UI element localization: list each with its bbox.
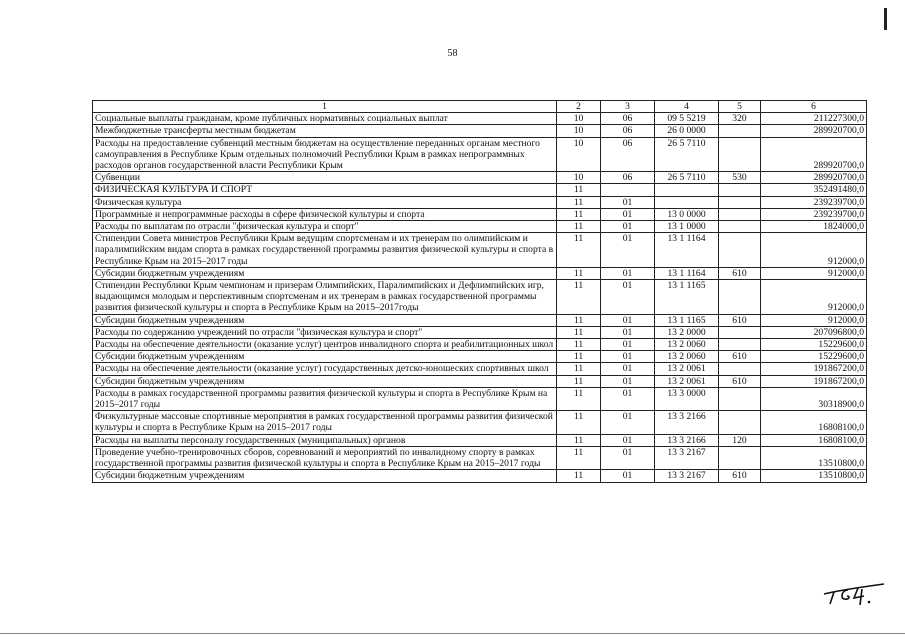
row-name-cell: Программные и непрограммные расходы в сфере физической культуры и спорта bbox=[93, 208, 557, 220]
header-cell: 2 bbox=[557, 101, 601, 113]
row-name-cell: Расходы на обеспечение деятельности (оказание услуг) центров инвалидного спорта и реабилитационных школ bbox=[93, 339, 557, 351]
row-section-cell: 11 bbox=[557, 434, 601, 446]
table-row bbox=[93, 375, 867, 387]
row-type-cell bbox=[719, 326, 761, 338]
row-subsection-cell: 01 bbox=[601, 351, 655, 363]
row-subsection-cell: 01 bbox=[601, 208, 655, 220]
row-section-cell: 11 bbox=[557, 280, 601, 315]
scan-bottom-edge bbox=[0, 633, 905, 634]
row-target-cell: 13 1 0000 bbox=[655, 221, 719, 233]
row-target-cell: 13 3 2166 bbox=[655, 434, 719, 446]
row-subsection-cell: 06 bbox=[601, 125, 655, 137]
row-subsection-cell: 01 bbox=[601, 196, 655, 208]
row-amount-cell: 207096800,0 bbox=[761, 326, 867, 338]
row-section-cell: 11 bbox=[557, 363, 601, 375]
row-target-cell: 13 1 1165 bbox=[655, 280, 719, 315]
row-amount-cell: 912000,0 bbox=[761, 314, 867, 326]
row-target-cell bbox=[655, 184, 719, 196]
row-name-cell: Расходы на обеспечение деятельности (оказание услуг) государственных детско-юношеских спортивных школ bbox=[93, 363, 557, 375]
table-row bbox=[93, 280, 867, 315]
row-section-cell: 10 bbox=[557, 137, 601, 172]
table-row bbox=[93, 411, 867, 434]
row-section-cell: 11 bbox=[557, 411, 601, 434]
row-amount-cell: 912000,0 bbox=[761, 280, 867, 315]
row-name-cell: Физическая культура bbox=[93, 196, 557, 208]
row-type-cell: 610 bbox=[719, 314, 761, 326]
row-amount-cell: 16808100,0 bbox=[761, 434, 867, 446]
row-target-cell: 13 2 0000 bbox=[655, 326, 719, 338]
row-subsection-cell: 01 bbox=[601, 339, 655, 351]
row-subsection-cell: 01 bbox=[601, 470, 655, 482]
row-target-cell: 13 3 2166 bbox=[655, 411, 719, 434]
row-amount-cell: 30318900,0 bbox=[761, 387, 867, 410]
row-type-cell bbox=[719, 233, 761, 268]
page-number: 58 bbox=[447, 48, 458, 59]
row-section-cell: 11 bbox=[557, 446, 601, 469]
row-type-cell bbox=[719, 125, 761, 137]
row-name-cell: ФИЗИЧЕСКАЯ КУЛЬТУРА И СПОРТ bbox=[93, 184, 557, 196]
row-section-cell: 10 bbox=[557, 172, 601, 184]
row-amount-cell: 211227300,0 bbox=[761, 113, 867, 125]
row-name-cell: Расходы по выплатам по отрасли "физическая культура и спорт" bbox=[93, 221, 557, 233]
row-subsection-cell: 06 bbox=[601, 113, 655, 125]
row-amount-cell: 16808100,0 bbox=[761, 411, 867, 434]
row-type-cell: 610 bbox=[719, 267, 761, 279]
row-target-cell: 13 1 1165 bbox=[655, 314, 719, 326]
row-amount-cell: 289920700,0 bbox=[761, 172, 867, 184]
row-type-cell bbox=[719, 446, 761, 469]
row-type-cell bbox=[719, 137, 761, 172]
row-amount-cell: 1824000,0 bbox=[761, 221, 867, 233]
row-type-cell bbox=[719, 184, 761, 196]
row-name-cell: Физкультурные массовые спортивные мероприятия в рамках государственной программы развития физической культуры и спорта в Республике Крым на 2015–2017 годы bbox=[93, 411, 557, 434]
row-target-cell: 13 1 1164 bbox=[655, 267, 719, 279]
table-row bbox=[93, 208, 867, 220]
row-name-cell: Субвенции bbox=[93, 172, 557, 184]
row-target-cell: 13 2 0060 bbox=[655, 339, 719, 351]
row-name-cell: Субсидии бюджетным учреждениям bbox=[93, 314, 557, 326]
row-subsection-cell: 06 bbox=[601, 137, 655, 172]
row-subsection-cell: 01 bbox=[601, 233, 655, 268]
row-target-cell: 26 0 0000 bbox=[655, 125, 719, 137]
row-section-cell: 11 bbox=[557, 351, 601, 363]
row-section-cell: 11 bbox=[557, 326, 601, 338]
row-type-cell bbox=[719, 339, 761, 351]
row-section-cell: 11 bbox=[557, 208, 601, 220]
row-amount-cell: 352491480,0 bbox=[761, 184, 867, 196]
header-cell: 4 bbox=[655, 101, 719, 113]
row-type-cell bbox=[719, 196, 761, 208]
row-type-cell: 530 bbox=[719, 172, 761, 184]
row-subsection-cell: 01 bbox=[601, 434, 655, 446]
row-type-cell: 610 bbox=[719, 375, 761, 387]
row-name-cell: Субсидии бюджетным учреждениям bbox=[93, 470, 557, 482]
row-name-cell: Расходы на предоставление субвенций местным бюджетам на осуществление переданных органам местного самоуправления в Республике Крым отдельных полномочий Республики Крым в рамках непрограммных расходов органов государственной власти Республики Крым bbox=[93, 137, 557, 172]
row-name-cell: Стипендии Совета министров Республики Крым ведущим спортсменам и их тренерам по олимпийским и паралимпийским видам спорта в рамках государственной программы развития физической культуры и спорта в Республике Крым на 2015–2017 годы bbox=[93, 233, 557, 268]
row-section-cell: 11 bbox=[557, 196, 601, 208]
table-row bbox=[93, 113, 867, 125]
row-name-cell: Субсидии бюджетным учреждениям bbox=[93, 375, 557, 387]
table-row bbox=[93, 351, 867, 363]
row-type-cell: 610 bbox=[719, 351, 761, 363]
table-row bbox=[93, 221, 867, 233]
row-amount-cell: 289920700,0 bbox=[761, 125, 867, 137]
table-row bbox=[93, 233, 867, 268]
row-amount-cell: 15229600,0 bbox=[761, 339, 867, 351]
row-target-cell: 13 1 1164 bbox=[655, 233, 719, 268]
row-target-cell: 13 2 0061 bbox=[655, 375, 719, 387]
row-subsection-cell: 01 bbox=[601, 280, 655, 315]
table-header-row bbox=[93, 101, 867, 113]
scan-edge-mark bbox=[884, 8, 887, 30]
row-name-cell: Проведение учебно-тренировочных сборов, соревнований и мероприятий по инвалидному спорту в рамках государственной программы развития физической культуры и спорта в Республике Крым на 2015–2017 годы bbox=[93, 446, 557, 469]
table-row bbox=[93, 446, 867, 469]
row-subsection-cell: 06 bbox=[601, 172, 655, 184]
row-section-cell: 11 bbox=[557, 267, 601, 279]
row-name-cell: Расходы в рамках государственной программы развития физической культуры и спорта в Республике Крым на 2015–2017 годы bbox=[93, 387, 557, 410]
row-subsection-cell: 01 bbox=[601, 446, 655, 469]
row-amount-cell: 239239700,0 bbox=[761, 196, 867, 208]
row-subsection-cell: 01 bbox=[601, 411, 655, 434]
row-name-cell: Социальные выплаты гражданам, кроме публичных нормативных социальных выплат bbox=[93, 113, 557, 125]
header-cell: 6 bbox=[761, 101, 867, 113]
row-type-cell: 120 bbox=[719, 434, 761, 446]
row-target-cell: 26 5 7110 bbox=[655, 137, 719, 172]
header-cell: 3 bbox=[601, 101, 655, 113]
row-target-cell: 13 2 0061 bbox=[655, 363, 719, 375]
row-target-cell: 13 3 0000 bbox=[655, 387, 719, 410]
row-section-cell: 11 bbox=[557, 184, 601, 196]
row-subsection-cell: 01 bbox=[601, 326, 655, 338]
row-type-cell bbox=[719, 387, 761, 410]
row-section-cell: 11 bbox=[557, 221, 601, 233]
table-row bbox=[93, 339, 867, 351]
row-amount-cell: 15229600,0 bbox=[761, 351, 867, 363]
row-amount-cell: 13510800,0 bbox=[761, 470, 867, 482]
table-row bbox=[93, 172, 867, 184]
row-amount-cell: 13510800,0 bbox=[761, 446, 867, 469]
row-section-cell: 10 bbox=[557, 113, 601, 125]
row-subsection-cell: 01 bbox=[601, 387, 655, 410]
row-type-cell: 320 bbox=[719, 113, 761, 125]
row-amount-cell: 191867200,0 bbox=[761, 363, 867, 375]
row-target-cell: 13 0 0000 bbox=[655, 208, 719, 220]
row-amount-cell: 289920700,0 bbox=[761, 137, 867, 172]
row-type-cell bbox=[719, 221, 761, 233]
row-type-cell bbox=[719, 208, 761, 220]
row-target-cell bbox=[655, 196, 719, 208]
row-type-cell bbox=[719, 411, 761, 434]
row-section-cell: 11 bbox=[557, 233, 601, 268]
row-name-cell: Субсидии бюджетным учреждениям bbox=[93, 267, 557, 279]
table-row bbox=[93, 387, 867, 410]
table-row bbox=[93, 326, 867, 338]
row-type-cell: 610 bbox=[719, 470, 761, 482]
row-target-cell: 13 2 0060 bbox=[655, 351, 719, 363]
table-row bbox=[93, 363, 867, 375]
row-section-cell: 11 bbox=[557, 470, 601, 482]
row-name-cell: Межбюджетные трансферты местным бюджетам bbox=[93, 125, 557, 137]
header-cell: 1 bbox=[93, 101, 557, 113]
row-name-cell: Субсидии бюджетным учреждениям bbox=[93, 351, 557, 363]
row-target-cell: 13 3 2167 bbox=[655, 446, 719, 469]
row-section-cell: 11 bbox=[557, 314, 601, 326]
row-amount-cell: 191867200,0 bbox=[761, 375, 867, 387]
row-name-cell: Стипендии Республики Крым чемпионам и призерам Олимпийских, Паралимпийских и Дефлимпийских игр, выдающимся молодым и перспективным спортсменам и их тренерам в рамках государственной программы развития физической культуры и спорта в Республике Крым на 2015–2017годы bbox=[93, 280, 557, 315]
table-row bbox=[93, 137, 867, 172]
table-row bbox=[93, 470, 867, 482]
row-target-cell: 13 3 2167 bbox=[655, 470, 719, 482]
row-subsection-cell: 01 bbox=[601, 314, 655, 326]
header-cell: 5 bbox=[719, 101, 761, 113]
row-subsection-cell: 01 bbox=[601, 363, 655, 375]
row-subsection-cell: 01 bbox=[601, 375, 655, 387]
row-type-cell bbox=[719, 280, 761, 315]
row-target-cell: 26 5 7110 bbox=[655, 172, 719, 184]
row-section-cell: 11 bbox=[557, 387, 601, 410]
row-section-cell: 11 bbox=[557, 375, 601, 387]
row-subsection-cell: 01 bbox=[601, 221, 655, 233]
row-section-cell: 11 bbox=[557, 339, 601, 351]
row-subsection-cell: 01 bbox=[601, 267, 655, 279]
row-section-cell: 10 bbox=[557, 125, 601, 137]
row-name-cell: Расходы по содержанию учреждений по отрасли "физическая культура и спорт" bbox=[93, 326, 557, 338]
row-target-cell: 09 5 5219 bbox=[655, 113, 719, 125]
table-row bbox=[93, 314, 867, 326]
row-amount-cell: 239239700,0 bbox=[761, 208, 867, 220]
row-amount-cell: 912000,0 bbox=[761, 267, 867, 279]
budget-table bbox=[92, 100, 867, 483]
row-amount-cell: 912000,0 bbox=[761, 233, 867, 268]
table-row bbox=[93, 196, 867, 208]
row-type-cell bbox=[719, 363, 761, 375]
table-row bbox=[93, 267, 867, 279]
row-name-cell: Расходы на выплаты персоналу государственных (муниципальных) органов bbox=[93, 434, 557, 446]
table-row bbox=[93, 125, 867, 137]
table-row bbox=[93, 434, 867, 446]
table-row bbox=[93, 184, 867, 196]
handwritten-page-mark bbox=[818, 572, 888, 608]
row-subsection-cell bbox=[601, 184, 655, 196]
